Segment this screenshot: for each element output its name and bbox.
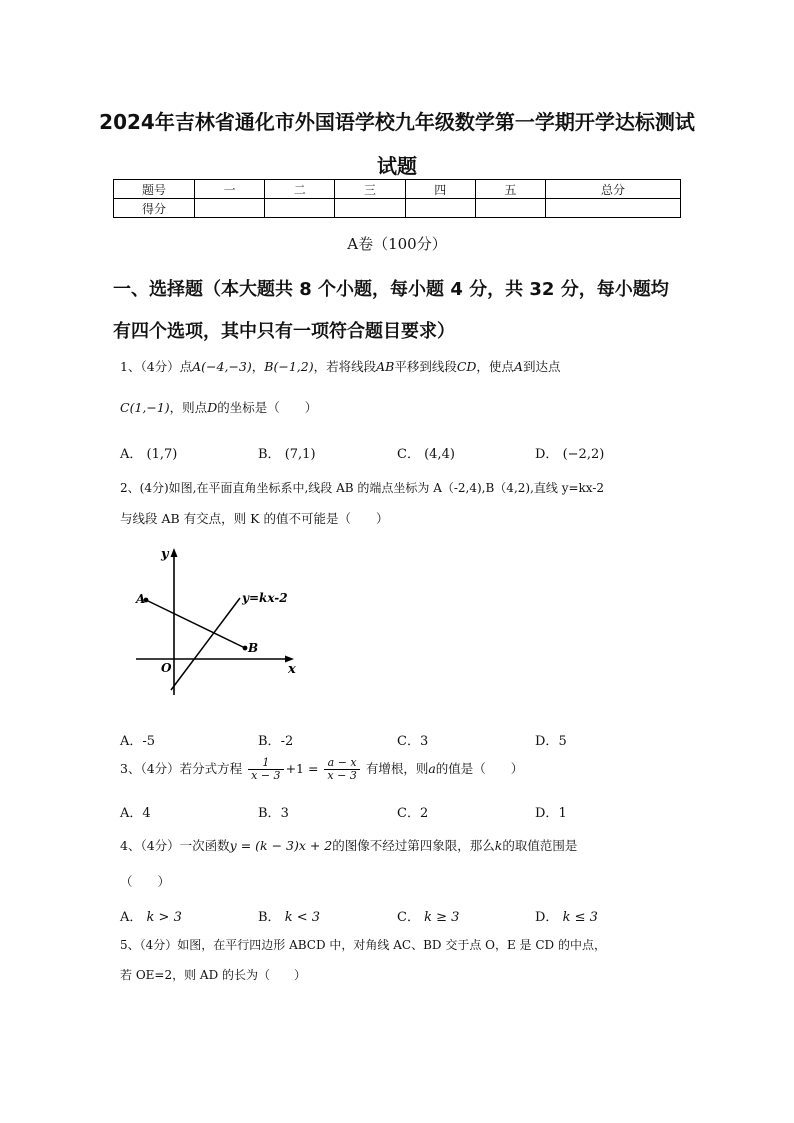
exam-title-line1: 2024年吉林省通化市外国语学校九年级数学第一学期开学达标测试: [99, 110, 695, 134]
score-row-label: 得分: [114, 199, 195, 218]
q2-option-d[interactable]: D．5: [535, 734, 567, 749]
question-1-line1: 1、（4分）点A(−4,−3)，B(−1,2)，若将线段AB平移到线段CD，使点A到达点: [120, 359, 561, 374]
question-2-line1: 2、(4分)如图,在平面直角坐标系中,线段 AB 的端点坐标为 A（-2,4),B（4,2),直线 y=kx-2: [120, 481, 605, 495]
q2-coordinate-figure: [128, 540, 308, 700]
section-a-heading: A卷（100分）: [347, 235, 447, 253]
score-header-cell: 三: [335, 180, 405, 199]
score-table-header-row: [114, 180, 681, 199]
question-1-line2: C(1,−1)，则点D的坐标是（ ）: [120, 400, 318, 415]
question-5-line2: 若 OE=2，则 AD 的长为（ ）: [120, 968, 307, 982]
score-cell[interactable]: [195, 199, 265, 218]
q4-option-a[interactable]: A． k > 3: [120, 910, 182, 925]
score-cell[interactable]: [335, 199, 405, 218]
q3-option-a[interactable]: A．4: [120, 806, 151, 821]
label-origin: O: [161, 661, 172, 675]
score-cell[interactable]: [405, 199, 475, 218]
label-x: x: [288, 662, 296, 677]
q3-fraction-2: $\frac{a - x}{x - 3}$: [324, 757, 359, 782]
part1-heading-line1: 一、选择题（本大题共 8 个小题，每小题 4 分，共 32 分，每小题均: [113, 279, 669, 300]
score-header-cell: 题号: [114, 180, 195, 199]
score-header-cell: 总分: [546, 180, 681, 199]
label-y: y: [161, 547, 169, 562]
q1-option-c[interactable]: C． (4,4): [397, 447, 455, 462]
score-table-score-row: [114, 199, 681, 218]
q3-option-b[interactable]: B．3: [258, 806, 289, 821]
q4-option-d[interactable]: D． k ≤ 3: [535, 910, 598, 925]
q2-option-c[interactable]: C．3: [397, 734, 429, 749]
q1-option-d[interactable]: D． (−2,2): [535, 447, 605, 462]
q1-option-b[interactable]: B． (7,1): [258, 447, 316, 462]
q2-option-b[interactable]: B．-2: [258, 734, 294, 749]
score-header-cell: 五: [475, 180, 545, 199]
y-axis-arrow: [171, 548, 178, 557]
q4-option-c[interactable]: C． k ≥ 3: [397, 910, 460, 925]
q3-option-c[interactable]: C．2: [397, 806, 429, 821]
question-3: 3、（4分）若分式方程 $\frac{1}{x - 3}$ +1 = $\frac{a - x}{x - 3}$ 有增根，则a的值是（ ）: [120, 756, 524, 783]
score-header-cell: 二: [265, 180, 335, 199]
point-b: [243, 646, 248, 651]
segment-ab: [146, 600, 245, 648]
exam-title-line2: 试题: [377, 154, 417, 178]
q2-option-a[interactable]: A．-5: [120, 734, 156, 749]
score-header-cell: 四: [405, 180, 475, 199]
q4-option-b[interactable]: B． k < 3: [258, 910, 321, 925]
score-table: [113, 179, 681, 218]
q3-option-d[interactable]: D．1: [535, 806, 567, 821]
q3-fraction-1: $\frac{1}{x - 3}$: [248, 757, 283, 782]
part1-heading-line2: 有四个选项，其中只有一项符合题目要求）: [113, 321, 455, 342]
q1-option-a[interactable]: A． (1,7): [120, 447, 178, 462]
score-cell[interactable]: [546, 199, 681, 218]
score-header-cell: 一: [195, 180, 265, 199]
question-5-line1: 5、（4分）如图，在平行四边形 ABCD 中，对角线 AC、BD 交于点 O，E 是 CD 的中点，: [120, 938, 606, 952]
label-line-equation: y=kx-2: [242, 591, 288, 605]
label-a: A: [136, 592, 146, 606]
question-4-line2: （ ）: [120, 874, 171, 889]
score-cell[interactable]: [475, 199, 545, 218]
question-4-line1: 4、（4分）一次函数y = (k − 3)x + 2的图像不经过第四象限，那么k的取值范围是: [120, 838, 578, 853]
line-y-kx-2: [171, 598, 240, 690]
question-2-line2: 与线段 AB 有交点，则 K 的值不可能是（ ）: [120, 511, 389, 526]
score-cell[interactable]: [265, 199, 335, 218]
label-b: B: [248, 641, 259, 655]
